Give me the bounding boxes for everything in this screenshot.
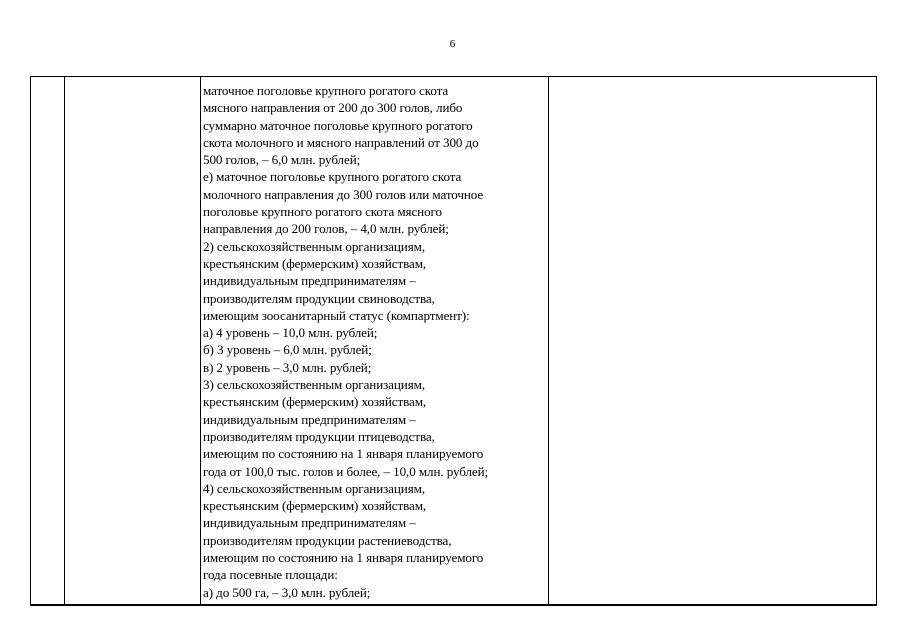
text-line: 2) сельскохозяйственным организациям, [203, 238, 425, 254]
text-line: 500 голов, – 6,0 млн. рублей; [203, 152, 361, 168]
page-number: 6 [449, 38, 456, 50]
document-table [30, 76, 877, 606]
column-divider-2 [200, 77, 201, 604]
text-line: крестьянским (фермерским) хозяйствам, [203, 255, 427, 271]
text-line: крестьянским (фермерским) хозяйствам, [203, 498, 427, 514]
table-cell-text [203, 82, 549, 601]
text-line: имеющим зоосанитарный статус (компартмент): [203, 307, 470, 323]
text-line: в) 2 уровень – 3,0 млн. рублей; [203, 359, 372, 375]
text-line: года посевные площади: [203, 567, 338, 583]
text-line: б) 3 уровень – 6,0 млн. рублей; [203, 342, 372, 358]
text-line: крестьянским (фермерским) хозяйствам, [203, 394, 427, 410]
text-line: имеющим по состоянию на 1 января планируемого [203, 550, 484, 566]
text-line: а) 4 уровень – 10,0 млн. рублей; [203, 325, 378, 341]
text-line: индивидуальным предпринимателям – [203, 411, 416, 427]
text-line: имеющим по состоянию на 1 января планируемого [203, 446, 484, 462]
text-line: е) маточное поголовье крупного рогатого скота [203, 169, 462, 185]
column-divider-1 [64, 77, 65, 604]
text-line: года от 100,0 тыс. голов и более, – 10,0 млн. рублей; [203, 463, 489, 479]
text-line: суммарно маточное поголовье крупного рогатого [203, 117, 473, 133]
text-line: производителям продукции птицеводства, [203, 428, 435, 444]
text-line: маточное поголовье крупного рогатого скота [203, 83, 449, 98]
text-line: а) до 500 га, – 3,0 млн. рублей; [203, 584, 371, 600]
text-line: скота молочного и мясного направлений от 300 до [203, 134, 479, 150]
text-line: мясного направления от 200 до 300 голов, либо [203, 100, 463, 116]
text-line: 4) сельскохозяйственным организациям, [203, 480, 425, 496]
text-line: молочного направления до 300 голов или маточное [203, 186, 484, 202]
text-line: индивидуальным предпринимателям – [203, 515, 416, 531]
text-line: направления до 200 голов, – 4,0 млн. рублей; [203, 221, 449, 237]
text-line: производителям продукции свиноводства, [203, 290, 435, 306]
text-line: производителям продукции растениеводства, [203, 532, 452, 548]
text-line: 3) сельскохозяйственным организациям, [203, 377, 425, 393]
text-line: поголовье крупного рогатого скота мясного [203, 204, 442, 220]
text-line: индивидуальным предпринимателям – [203, 273, 416, 289]
